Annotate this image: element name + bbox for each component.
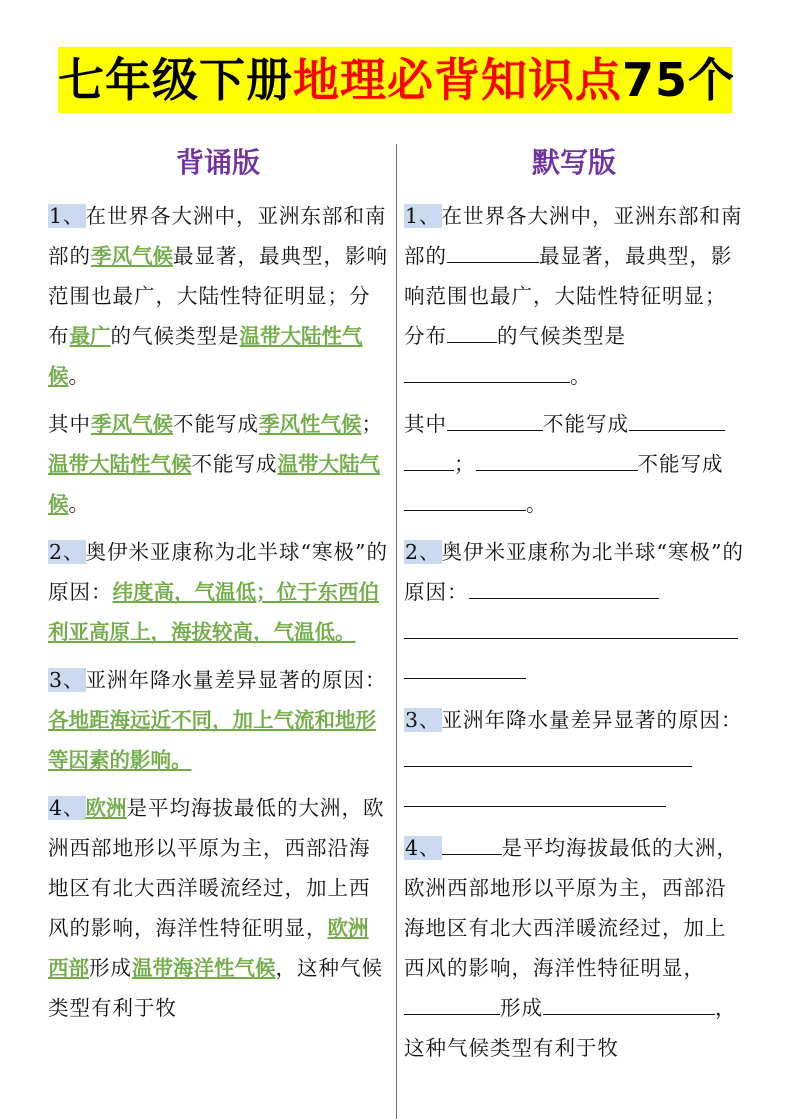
column-divider — [396, 144, 397, 1119]
item-text: 其中 — [404, 412, 447, 436]
recite-item-3 — [48, 660, 388, 780]
item-text: 是平均海拔最低的大洲，欧洲西部地形以平原为主，西部沿海地区有北大西洋暖流经过，加上西风的影响，海洋性特征明显， — [48, 796, 385, 940]
answer-text: 各地距海远近不同，加上气流和地形等因素的影响。 — [48, 708, 376, 772]
item-text: 不能写成 — [543, 412, 629, 436]
answer-blank[interactable] — [404, 742, 692, 767]
item-text: 不能写成 — [637, 452, 724, 476]
item-number: 3、 — [49, 668, 85, 692]
item-text: 的气候类型是 — [497, 324, 626, 348]
item-text: ，这种气候类型有利于牧 — [48, 956, 383, 1020]
recite-item-2 — [48, 532, 388, 652]
item-number: 2、 — [49, 540, 85, 564]
item-text: ，这种气候类型有利于牧 — [404, 996, 737, 1060]
answer-blank[interactable] — [404, 446, 454, 471]
item-text: 奥伊米亚康称为北半球“寒极”的原因： — [404, 540, 745, 604]
item-text: 在世界各大洲中，亚洲东部和南部的 — [48, 204, 387, 268]
answer-text: 温带大陆性气候 — [48, 452, 192, 476]
item-text: 其中 — [48, 412, 91, 436]
title-part-count: 75个 — [622, 53, 736, 107]
dictation-item-2 — [404, 532, 744, 692]
answer-text: 季风气候 — [91, 412, 173, 436]
item-number: 3、 — [405, 708, 441, 732]
item-text: 不能写成 — [173, 412, 259, 436]
title-part-grade: 七年级下册 — [58, 53, 293, 107]
answer-text: 欧洲 — [85, 796, 127, 820]
answer-text: 纬度高，气温低；位于东西伯利亚高原上，海拔较高，气温低。 — [48, 580, 379, 644]
answer-blank[interactable] — [643, 990, 715, 1015]
item-text: 是平均海拔最低的大洲，欧洲西部地形以平原为主，西部沿海地区有北大西洋暖流经过，加上西风的影响，海洋性特征明显， — [404, 836, 739, 980]
recite-column — [48, 140, 388, 1036]
item-text: 最显著，最典型，影响范围也最广，大陆性特征明显；分布 — [48, 244, 388, 348]
answer-blank[interactable] — [404, 614, 738, 639]
title-banner — [58, 47, 736, 113]
recite-heading: 背诵版 — [175, 146, 260, 179]
answer-blank[interactable] — [447, 238, 539, 263]
answer-blank[interactable] — [476, 446, 638, 471]
dictation-heading: 默写版 — [531, 146, 616, 179]
answer-blank[interactable] — [404, 782, 666, 807]
answer-blank[interactable] — [404, 990, 500, 1015]
answer-text: 温带海洋性气候 — [132, 956, 276, 980]
answer-text: 欧洲西部 — [48, 916, 369, 980]
item-number: 4、 — [49, 796, 85, 820]
dictation-item-1-note — [404, 404, 744, 524]
item-text: 最显著，最典型，影响范围也最广，大陆性特征明显；分布 — [404, 244, 733, 348]
title-part-subject: 地理必背知识点 — [293, 53, 622, 107]
answer-blank[interactable] — [404, 486, 526, 511]
answer-blank[interactable] — [629, 406, 725, 431]
item-text: 亚洲年降水量差异显著的原因： — [441, 708, 743, 732]
item-number: 1、 — [49, 204, 85, 228]
answer-blank[interactable] — [447, 318, 497, 343]
item-text: 在世界各大洲中，亚洲东部和南部的 — [404, 204, 743, 268]
answer-blank[interactable] — [442, 830, 502, 855]
dictation-item-4 — [404, 828, 744, 1068]
dictation-column — [404, 140, 744, 1076]
item-text: 形成 — [89, 956, 132, 980]
answer-text: 温带大陆性气候 — [48, 324, 363, 388]
item-text: ； — [361, 412, 383, 436]
answer-blank[interactable] — [404, 358, 570, 383]
recite-item-1 — [48, 196, 388, 396]
recite-item-4 — [48, 788, 388, 1028]
item-text: 的气候类型是 — [110, 324, 240, 348]
item-text: 亚洲年降水量差异显著的原因： — [85, 668, 387, 692]
item-text: 。 — [68, 364, 90, 388]
item-number: 1、 — [405, 204, 441, 228]
item-number: 2、 — [405, 540, 441, 564]
answer-text: 季风气候 — [91, 244, 173, 268]
answer-text: 季风性气候 — [259, 412, 362, 436]
item-text: 奥伊米亚康称为北半球“寒极”的原因： — [48, 540, 389, 604]
item-text: 不能写成 — [191, 452, 278, 476]
item-text: 。 — [68, 492, 90, 516]
answer-blank[interactable] — [447, 406, 543, 431]
answer-blank[interactable] — [543, 990, 643, 1015]
dictation-item-1 — [404, 196, 744, 396]
item-text: 形成 — [500, 996, 543, 1020]
recite-item-1-note — [48, 404, 388, 524]
item-number: 4、 — [405, 836, 441, 860]
answer-blank[interactable] — [404, 654, 526, 679]
item-text: 。 — [570, 364, 592, 388]
answer-blank[interactable] — [469, 574, 659, 599]
item-text: ； — [454, 452, 476, 476]
answer-text: 最广 — [69, 324, 111, 348]
dictation-item-3 — [404, 700, 744, 820]
answer-text: 温带大陆气候 — [48, 452, 380, 516]
item-text: 。 — [526, 492, 548, 516]
